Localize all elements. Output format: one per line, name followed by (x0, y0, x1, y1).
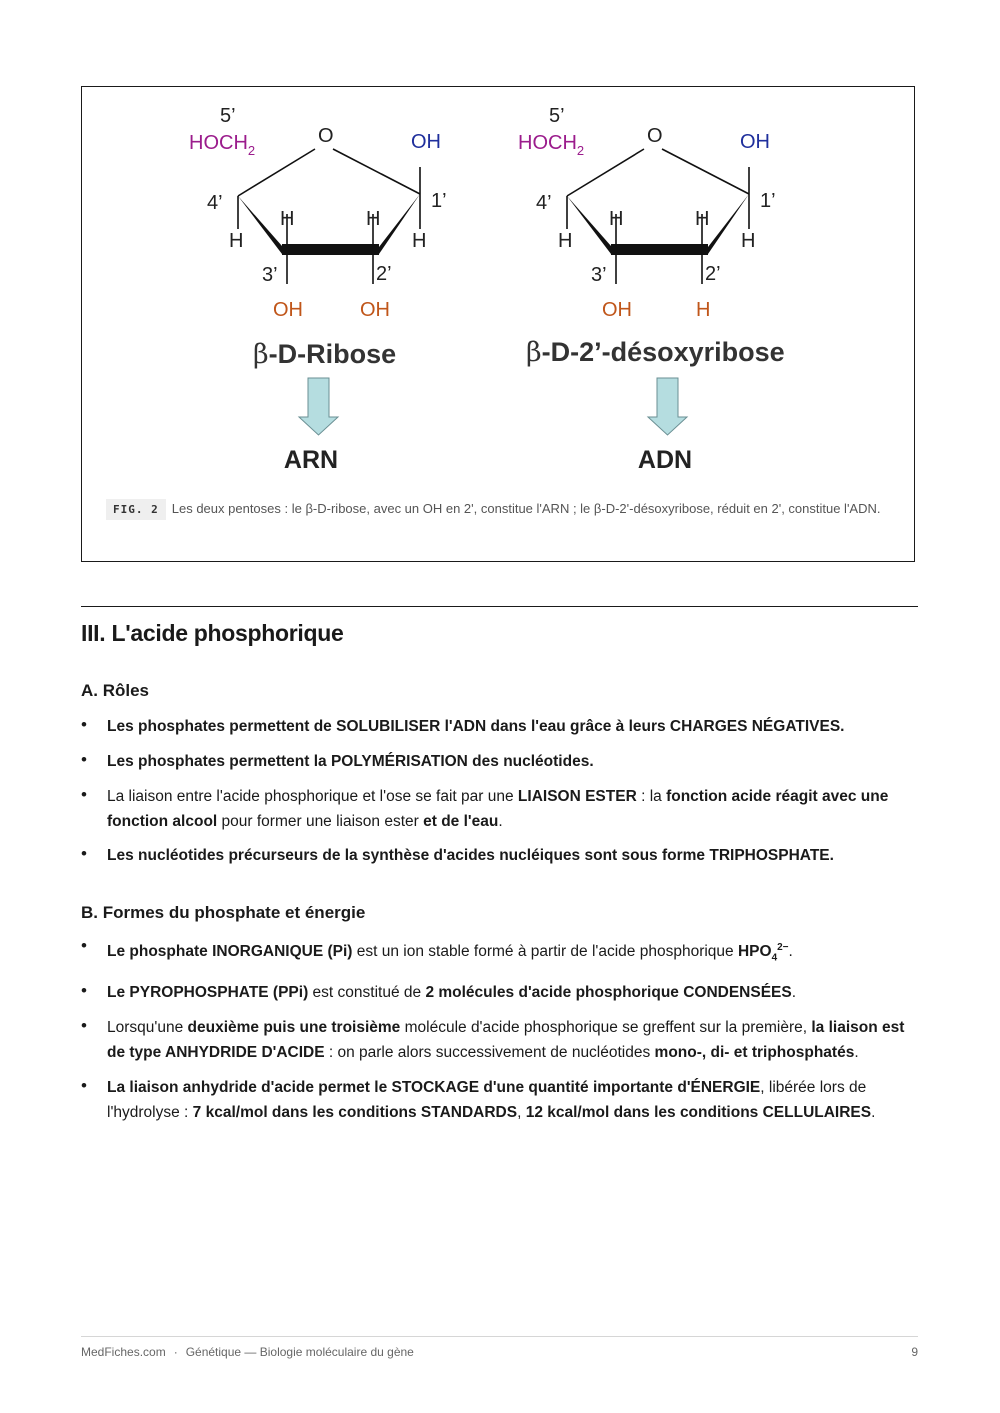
figure-box (81, 86, 915, 562)
bold-text: 12 kcal/mol dans les conditions CELLULAIRES (525, 1104, 872, 1122)
subsection-b-title: B. Formes du phosphate et énergie (81, 903, 366, 922)
page-number: 9 (911, 1345, 918, 1359)
section-title: III. L'acide phosphorique (81, 620, 344, 646)
bold-text: Les phosphates permettent la POLYMÉRISATION des nucléotides. (107, 753, 594, 770)
deoxyribose-structure (518, 105, 776, 321)
deoxyribose-c3-h: H (609, 208, 624, 230)
footer-separator: · (173, 1345, 178, 1359)
deoxyribose-c2-h: H (695, 208, 710, 230)
deoxyribose-c4-h: H (558, 230, 573, 252)
ribose-c4-h: H (229, 230, 244, 252)
bold-text: LIAISON ESTER (517, 788, 637, 805)
deoxyribose-name: β-D-2’-désoxyribose (526, 337, 785, 368)
deoxyribose-product-label: ADN (637, 446, 693, 474)
bold-text: deuxième puis une troisième (187, 1019, 401, 1037)
ribose-arrow-icon (299, 378, 338, 435)
page-footer (81, 1345, 918, 1359)
text-run: molécule d'acide phosphorique se greffent sur la première, (400, 1019, 812, 1037)
ribose-c5-label: 5’ (220, 105, 236, 127)
list-item (81, 980, 918, 1005)
bold-text: mono-, di- et triphosphatés (654, 1044, 855, 1062)
list-item (81, 1075, 918, 1125)
text-run: . (788, 943, 793, 961)
ribose-c2-h: H (366, 208, 381, 230)
ribose-c3-oh: OH (273, 299, 303, 321)
bold-text: 7 kcal/mol dans les conditions STANDARDS (192, 1104, 518, 1122)
text-run: : la (636, 788, 667, 805)
text-run: , libérée lors de l'hydrolyse : (107, 1079, 867, 1122)
deoxyribose-c4-label: 4’ (536, 192, 552, 214)
list-item (81, 935, 918, 970)
text-run: est constitué de (308, 984, 426, 1002)
ribose-ring-oxygen: O (318, 125, 334, 147)
deoxyribose-c1-label: 1’ (760, 190, 776, 212)
deoxyribose-hoch2-label: $HOCH_2$ (518, 132, 585, 158)
figure-caption (106, 499, 896, 520)
deoxyribose-arrow-icon (648, 378, 687, 435)
bold-text: et de l'eau (423, 813, 499, 830)
text-run: . (871, 1104, 876, 1122)
footer-subject: Génétique — Biologie moléculaire du gène (185, 1345, 414, 1359)
ribose-c2-substituent: OH (360, 299, 390, 321)
text-run: Lorsqu'une (107, 1019, 188, 1037)
deoxyribose-ring-oxygen: O (647, 125, 663, 147)
figure-tag: FIG. 2 (106, 499, 166, 520)
deoxyribose-c1-oh: OH (740, 131, 770, 153)
text-run: pour former une liaison ester (217, 813, 424, 830)
list-item (81, 749, 918, 774)
bold-text: 2− (777, 942, 789, 953)
text-run: est un ion stable formé à partir de l'acide phosphorique (352, 943, 738, 961)
bold-text: La liaison anhydride d'acide permet le STOCKAGE d'une quantité importante d'ÉNERGIE (107, 1079, 761, 1097)
bold-text: Le PYROPHOSPHATE (PPi) (107, 984, 309, 1002)
ribose-name: β-D-Ribose (253, 339, 397, 370)
list-item (81, 714, 918, 739)
footer-site: MedFiches.com (81, 1345, 166, 1359)
bold-text: fonction acide réagit avec une fonction alcool (107, 788, 889, 830)
list-item (81, 784, 918, 834)
text-run: , (517, 1104, 526, 1122)
bold-text: la liaison est de type ANHYDRIDE D'ACIDE (107, 1019, 905, 1062)
ribose-hoch2-label: $HOCH_2$ (189, 132, 256, 158)
deoxyribose-c3-oh: OH (602, 299, 632, 321)
ribose-c3-h: H (280, 208, 295, 230)
bold-text: 4 (771, 952, 778, 964)
ribose-c1-oh: OH (411, 131, 441, 153)
bold-text: Les nucléotides précurseurs de la synthèse d'acides nucléiques sont sous forme TRIPHOSPHATE. (107, 847, 834, 864)
bold-text: Les phosphates permettent de SOLUBILISER l'ADN dans l'eau grâce à leurs CHARGES NÉGATIVES. (107, 718, 845, 735)
subsection-a-title: A. Rôles (81, 681, 150, 700)
bold-text: HPO (737, 943, 772, 961)
text-run: : on parle alors successivement de nucléotides (324, 1044, 655, 1062)
ribose-c2-label: 2’ (376, 263, 392, 285)
ribose-product-label: ARN (283, 446, 339, 474)
bold-text: Le phosphate INORGANIQUE (Pi) (107, 943, 353, 961)
pentoses-diagram (82, 87, 916, 487)
ribose-c1-h: H (412, 230, 427, 252)
text-run: . (791, 984, 797, 1002)
deoxyribose-c1-h: H (741, 230, 756, 252)
deoxyribose-c2-label: 2’ (705, 263, 721, 285)
ribose-c4-label: 4’ (207, 192, 223, 214)
text-run: La liaison entre l'acide phosphorique et l'ose se fait par une (107, 788, 518, 805)
figure-caption-text: Les deux pentoses : le β-D-ribose, avec un OH en 2', constitue l'ARN ; le β-D-2'-désoxyribose, réduit en 2', constitue l'ADN. (171, 501, 881, 516)
list-item (81, 843, 918, 868)
roles-list (81, 714, 918, 868)
deoxyribose-c3-label: 3’ (591, 264, 607, 286)
section-divider (81, 606, 918, 607)
deoxyribose-c2-substituent: H (696, 299, 711, 321)
deoxyribose-c5-label: 5’ (549, 105, 565, 127)
ribose-c3-label: 3’ (262, 264, 278, 286)
ribose-c1-label: 1’ (431, 190, 447, 212)
footer-divider (81, 1336, 918, 1337)
bold-text: 2 molécules d'acide phosphorique CONDENSÉES (425, 984, 792, 1002)
ribose-structure (189, 105, 447, 321)
phosphate-forms-list (81, 935, 918, 1125)
list-item (81, 1015, 918, 1065)
text-run: . (854, 1044, 859, 1062)
text-run: . (498, 813, 503, 830)
